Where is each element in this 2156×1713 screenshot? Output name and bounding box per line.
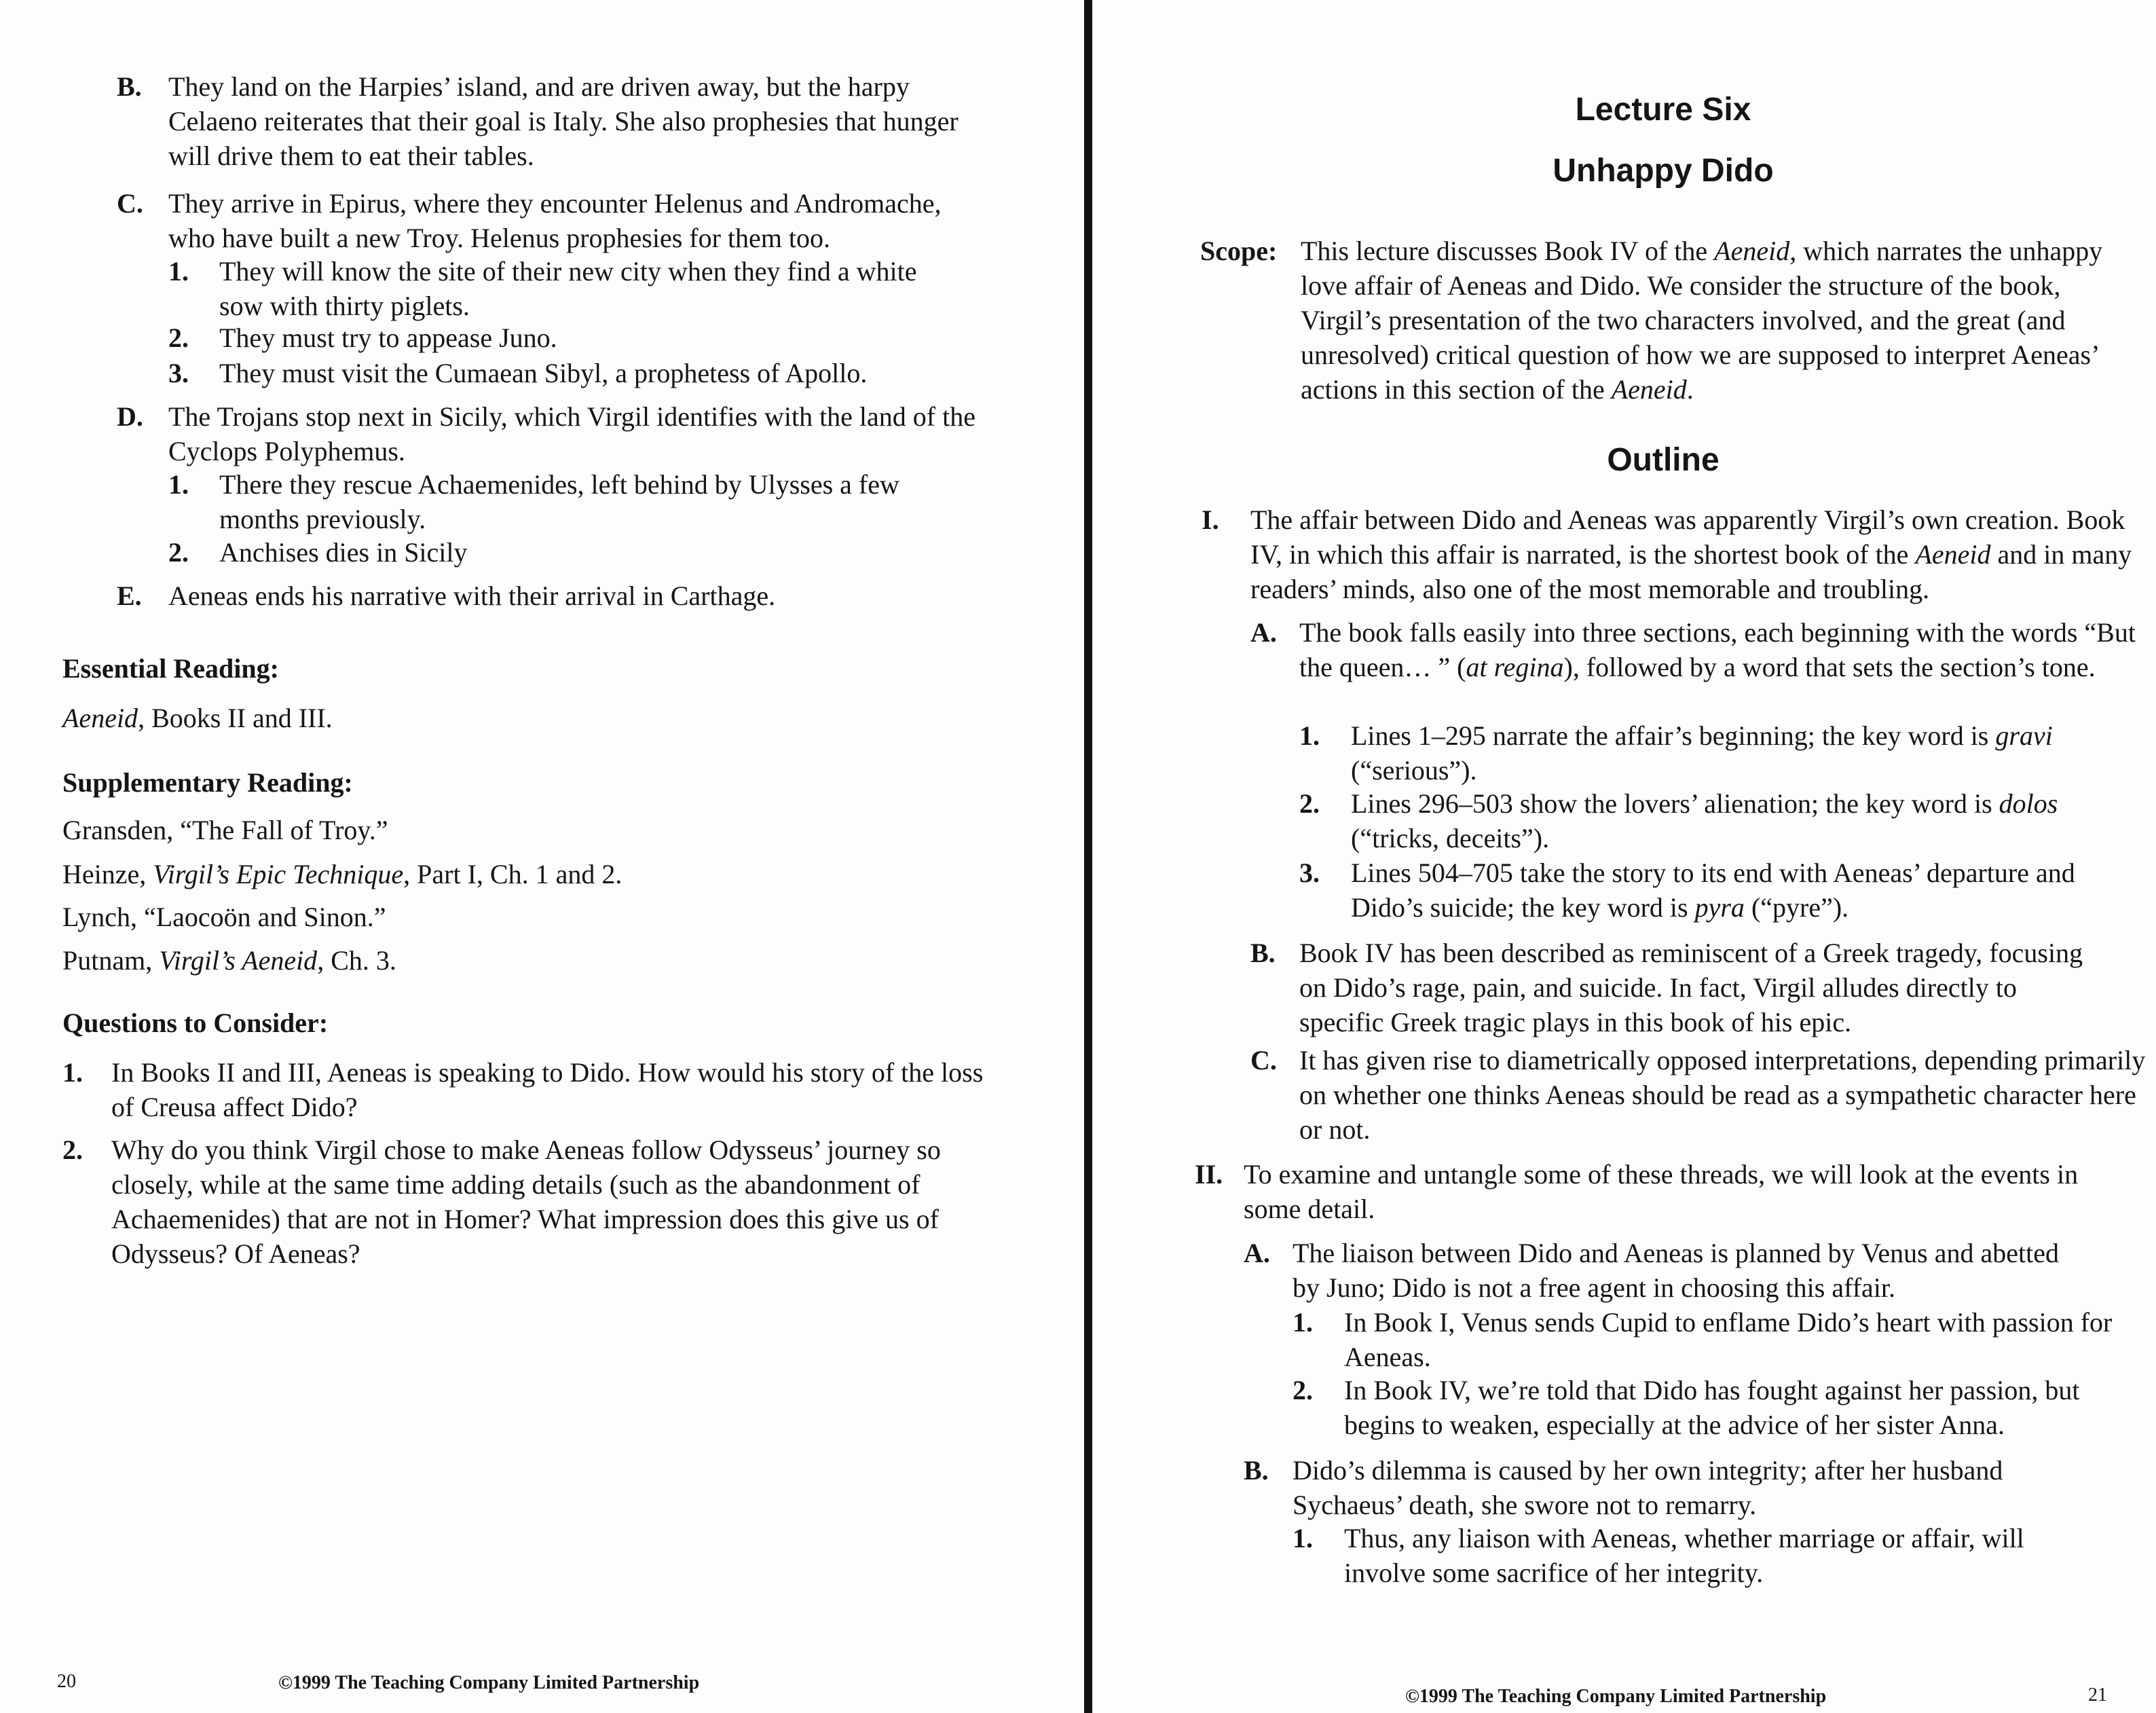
outline-text: There they rescue Achaemenides, left behind by Ulysses a few months previously. bbox=[219, 469, 899, 534]
outline-marker: 1. bbox=[168, 256, 189, 287]
entry-author: Putnam, bbox=[62, 945, 160, 976]
supplementary-entry bbox=[62, 813, 388, 847]
outline-marker: 2. bbox=[1293, 1375, 1313, 1405]
outline-text: They must try to appease Juno. bbox=[219, 323, 557, 353]
essential-reading-entry bbox=[62, 701, 333, 735]
outline-marker: 3. bbox=[168, 358, 189, 388]
outline-marker: B. bbox=[1244, 1455, 1269, 1486]
outline-title: at regina bbox=[1466, 652, 1564, 682]
outline-text: Aeneas ends his narrative with their arrival in Carthage. bbox=[168, 581, 776, 611]
outline-marker: 2. bbox=[168, 537, 189, 568]
outline-text: Anchises dies in Sicily bbox=[219, 537, 468, 568]
question-marker: 2. bbox=[62, 1135, 83, 1165]
outline-marker: 1. bbox=[168, 469, 189, 500]
supplementary-entry bbox=[62, 944, 396, 978]
outline-marker: 1. bbox=[1293, 1523, 1313, 1553]
outline-marker: I. bbox=[1202, 504, 1219, 535]
entry-title: Virgil’s Epic Technique bbox=[153, 859, 404, 889]
outline-marker: E. bbox=[117, 581, 142, 611]
outline-heading: Outline bbox=[1607, 442, 1720, 478]
outline-text bbox=[1351, 855, 2132, 925]
right-page bbox=[1100, 0, 2156, 1713]
outline-part: Lines 504–705 take the story to its end with Aeneas’ departure and Dido’s suicide; the key word is bbox=[1351, 858, 2075, 923]
outline-text: Thus, any liaison with Aeneas, whether marriage or affair, will involve some sacrifice of her integrity. bbox=[1344, 1523, 2024, 1588]
entry-rest: , Ch. 3. bbox=[317, 945, 396, 976]
outline-marker: C. bbox=[117, 188, 143, 219]
lecture-title: Unhappy Dido bbox=[1553, 153, 1774, 189]
question-text: Why do you think Virgil chose to make Aeneas follow Odysseus’ journey so closely, while at the same time adding details (such as the abandonment of Achaemenides) that are not in Homer? What impression does this give us of Odysseus? Of Aeneas? bbox=[111, 1135, 941, 1269]
copyright: ©1999 The Teaching Company Limited Partnership bbox=[1405, 1686, 1827, 1707]
essential-rest: , Books II and III. bbox=[138, 703, 333, 733]
scope-part: . bbox=[1686, 374, 1694, 405]
outline-marker: D. bbox=[117, 401, 143, 432]
page-number: 21 bbox=[2088, 1684, 2107, 1706]
scope-text bbox=[1301, 234, 2130, 407]
outline-text: The Trojans stop next in Sicily, which Virgil identifies with the land of the Cyclops Polyphemus. bbox=[168, 401, 975, 466]
scope-label: Scope: bbox=[1200, 236, 1278, 266]
outline-marker: B. bbox=[117, 71, 142, 102]
outline-text: To examine and untangle some of these threads, we will look at the events in some detail. bbox=[1244, 1159, 2079, 1224]
lecture-number: Lecture Six bbox=[1575, 92, 1751, 128]
outline-part: ), followed by a word that sets the section’s tone. bbox=[1563, 652, 2096, 682]
outline-part: Lines 296–503 show the lovers’ alienation; the key word is bbox=[1351, 788, 1999, 819]
outline-text: The liaison between Dido and Aeneas is planned by Venus and abetted by Juno; Dido is not a free agent in choosing this affair. bbox=[1293, 1238, 2059, 1303]
outline-text: It has given rise to diametrically opposed interpretations, depending primarily on whether one thinks Aeneas should be read as a sympathetic character here or not. bbox=[1299, 1045, 2146, 1145]
outline-title: gravi bbox=[1995, 720, 2053, 751]
outline-text: They will know the site of their new city when they find a white sow with thirty piglets. bbox=[219, 256, 917, 321]
outline-part: (“serious”). bbox=[1351, 755, 1477, 786]
outline-marker: B. bbox=[1250, 938, 1276, 968]
outline-marker: 1. bbox=[1293, 1307, 1313, 1338]
outline-text: Book IV has been described as reminiscent of a Greek tragedy, focusing on Dido’s rage, pain, and suicide. In fact, Virgil alludes directly to specific Greek tragic plays in this book of his epic. bbox=[1299, 938, 2083, 1037]
outline-marker: 1. bbox=[1299, 720, 1320, 751]
scope-title: Aeneid bbox=[1611, 374, 1687, 405]
scope-part: , which narrates the unhappy love affair of Aeneas and Dido. We consider the structure of the book, Virgil’s presentation of the two characters involved, and the great (and unresolved) critical question of how we are supposed to interpret Aeneas’ actions in this section of the bbox=[1301, 236, 2103, 405]
copyright: ©1999 The Teaching Company Limited Partnership bbox=[278, 1672, 700, 1693]
outline-part: Lines 1–295 narrate the affair’s beginning; the key word is bbox=[1351, 720, 1996, 751]
scope-title: Aeneid bbox=[1714, 236, 1790, 266]
outline-part: The book falls easily into three sections, each beginning with the words “But the queen… ” ( bbox=[1299, 617, 2136, 682]
outline-part: (“pyre”). bbox=[1744, 892, 1849, 923]
question-marker: 1. bbox=[62, 1057, 83, 1088]
outline-title: dolos bbox=[1999, 788, 2058, 819]
entry-author: Heinze, bbox=[62, 859, 153, 889]
outline-title: pyra bbox=[1694, 892, 1745, 923]
outline-part: (“tricks, deceits”). bbox=[1351, 823, 1550, 853]
outline-text bbox=[1351, 786, 2132, 855]
supplementary-entry bbox=[62, 900, 386, 934]
scope-part: This lecture discusses Book IV of the bbox=[1301, 236, 1715, 266]
entry-rest: , Part I, Ch. 1 and 2. bbox=[403, 859, 622, 889]
outline-part: and in many readers’ minds, also one of the most memorable and troubling. bbox=[1250, 539, 2132, 604]
outline-marker: 2. bbox=[168, 323, 189, 353]
outline-marker: II. bbox=[1195, 1159, 1223, 1190]
outline-text: They arrive in Epirus, where they encounter Helenus and Andromache, who have built a new Troy. Helenus prophesies for them too. bbox=[168, 188, 942, 253]
questions-heading: Questions to Consider: bbox=[62, 1008, 329, 1038]
outline-text: In Book I, Venus sends Cupid to enflame Dido’s heart with passion for Aeneas. bbox=[1344, 1307, 2113, 1372]
entry-text: Lynch, “Laocoön and Sinon.” bbox=[62, 902, 386, 932]
supplementary-entry bbox=[62, 858, 622, 891]
outline-text: They land on the Harpies’ island, and are driven away, but the harpy Celaeno reiterates that their goal is Italy. She also prophesies that hunger will drive them to eat their tables. bbox=[168, 71, 959, 171]
essential-reading-heading: Essential Reading: bbox=[62, 653, 279, 684]
outline-title: Aeneid bbox=[1915, 539, 1991, 570]
outline-text bbox=[1299, 615, 2148, 684]
page-number: 20 bbox=[57, 1671, 76, 1692]
outline-text: Dido’s dilemma is caused by her own integrity; after her husband Sychaeus’ death, she swore not to remarry. bbox=[1293, 1455, 2003, 1520]
outline-marker: 3. bbox=[1299, 858, 1320, 888]
entry-text: Gransden, “The Fall of Troy.” bbox=[62, 815, 388, 845]
outline-part: The affair between Dido and Aeneas was apparently Virgil’s own creation. Book IV, in which this affair is narrated, is the shortest book of the bbox=[1250, 504, 2125, 570]
page-gutter bbox=[1084, 0, 1092, 1713]
outline-text: In Book IV, we’re told that Dido has fought against her passion, but begins to weaken, especially at the advice of her sister Anna. bbox=[1344, 1375, 2080, 1440]
outline-text bbox=[1351, 718, 2132, 788]
essential-title: Aeneid bbox=[62, 703, 138, 733]
outline-marker: 2. bbox=[1299, 788, 1320, 819]
outline-marker: A. bbox=[1250, 617, 1277, 648]
outline-text: They must visit the Cumaean Sibyl, a prophetess of Apollo. bbox=[219, 358, 868, 388]
supplementary-reading-heading: Supplementary Reading: bbox=[62, 767, 353, 798]
outline-marker: C. bbox=[1250, 1045, 1277, 1075]
outline-marker: A. bbox=[1244, 1238, 1270, 1268]
outline-text bbox=[1250, 502, 2152, 606]
question-text: In Books II and III, Aeneas is speaking to Dido. How would his story of the loss of Creusa affect Dido? bbox=[111, 1057, 984, 1122]
entry-title: Virgil’s Aeneid bbox=[159, 945, 318, 976]
